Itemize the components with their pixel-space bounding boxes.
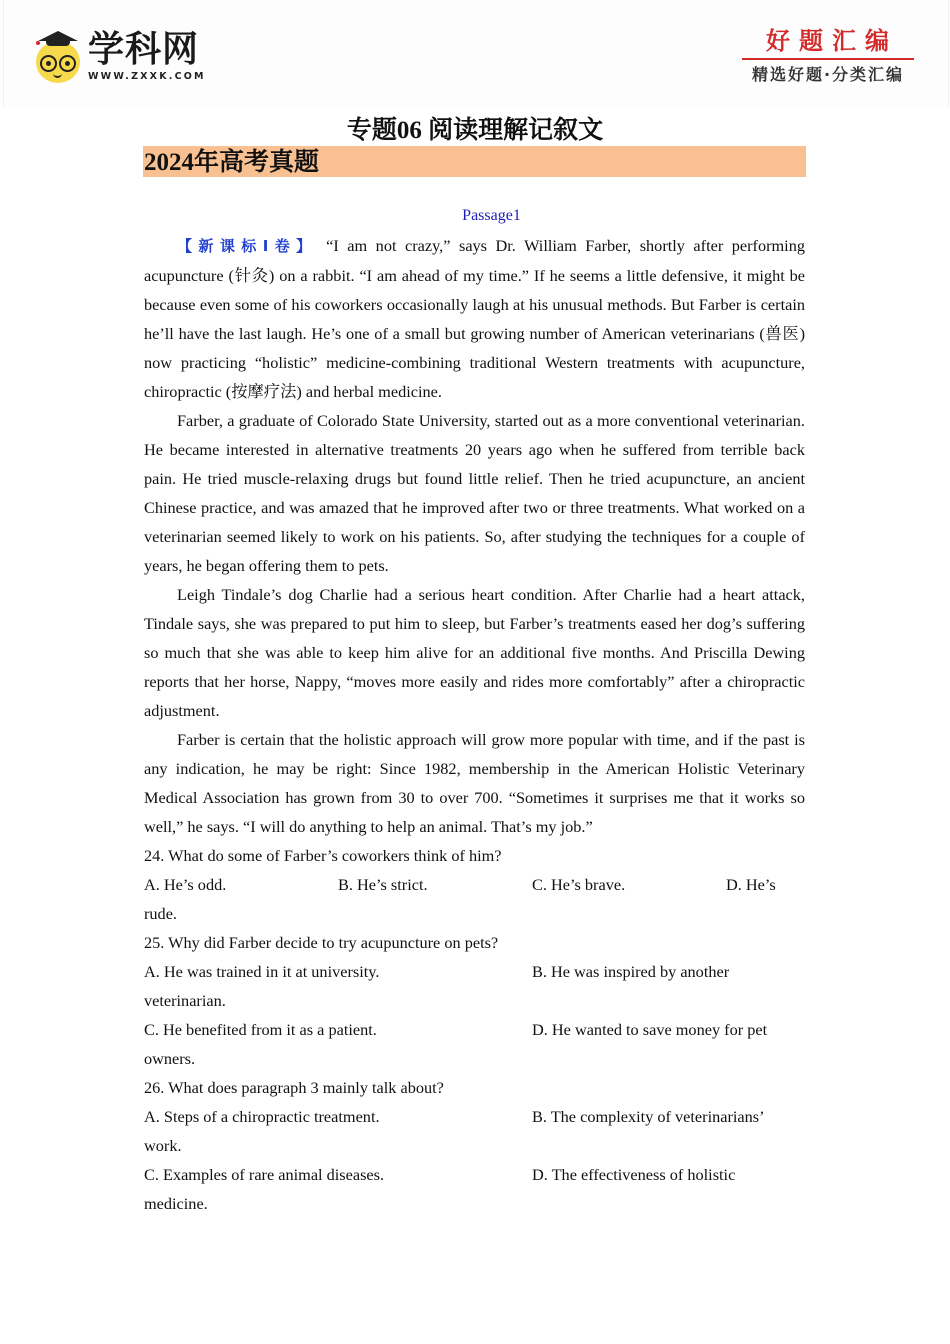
question-25-stem: 25. Why did Farber decide to try acupuncture on pets? [144, 933, 499, 952]
zxxk-logo [34, 26, 206, 86]
question-26-stem: 26. What does paragraph 3 mainly talk about? [144, 1078, 444, 1097]
question-25-options-cd [144, 1015, 805, 1044]
option-b-continued: veterinarian. [144, 991, 226, 1010]
question-26-options-ab [144, 1102, 805, 1131]
right-logo-title: 好题汇编 [766, 26, 898, 55]
section-heading: 2024年高考真题 [144, 149, 320, 176]
option-a: A. He’s odd. [144, 875, 227, 894]
option-a: A. He was trained in it at university. [144, 962, 380, 981]
option-b-continued: work. [144, 1136, 182, 1155]
paragraph-3: Leigh Tindale’s dog Charlie had a serious heart condition. After Charlie had a heart attack, Tindale says, she was prepared to put him to sleep, but Farber’s treatments eased her dog’s suffering so much that she was able to keep him alive for an additional five months. And Priscilla Dewing reports that her horse, Nappy, “moves more easily and rides more comfortably” after a chiropractic adjustment. [144, 585, 805, 720]
option-a: A. Steps of a chiropractic treatment. [144, 1107, 380, 1126]
passage-content [144, 231, 805, 1218]
document-title: 专题06 阅读理解记叙文 [346, 117, 604, 144]
paragraph-2: Farber, a graduate of Colorado State University, started out as a more conventional veterinarian. He became interested in alternative treatments 20 years ago when he suffered from terrible back pain. He tried muscle-relaxing drugs but found little relief. Then he tried acupuncture, an ancient Chinese practice, and was amazed that he improved after two or three treatments. What worked on a veterinarian seemed likely to work on his patients. So, after studying the techniques for a couple of years, he began offering them to pets. [144, 411, 805, 575]
question-24-options [144, 870, 805, 899]
source-tag: 【新课标Ⅰ卷】 [177, 237, 318, 255]
right-logo-divider [742, 58, 914, 60]
paragraph-1 [144, 231, 805, 406]
graduate-mascot-icon [34, 29, 82, 83]
option-c: C. Examples of rare animal diseases. [144, 1165, 385, 1184]
option-d: D. He wanted to save money for pet [532, 1020, 768, 1039]
question-26-options-cd [144, 1160, 805, 1189]
option-c: C. He benefited from it as a patient. [144, 1020, 377, 1039]
logo-url: WWW.ZXXK.COM [88, 70, 206, 82]
option-d: D. The effectiveness of holistic [532, 1165, 736, 1184]
page-header [3, 0, 949, 108]
logo-name: 学科网 [88, 28, 200, 70]
paragraph-text: “I am not crazy,” says Dr. William Farber, shortly after performing acupuncture (针灸) on a rabbit. “I am ahead of my time.” If he seems a little defensive, it might be because even some of his coworkers occasionally laugh at his unusual methods. But Farber is certain he’ll have the last laugh. He’s one of a small but growing number of American veterinarians (兽医) now practicing “holistic” medicine-combining traditional Western treatments with acupuncture, chiropractic (按摩疗法) and herbal medicine. [144, 236, 805, 401]
option-b: B. He’s strict. [338, 875, 428, 894]
passage-label: Passage1 [462, 207, 521, 224]
question-24-stem: 24. What do some of Farber’s coworkers think of him? [144, 846, 502, 865]
haoti-huibian-logo [742, 26, 914, 85]
section-heading-band [143, 146, 806, 177]
option-c: C. He’s brave. [532, 875, 626, 894]
option-b: B. The complexity of veterinarians’ [532, 1107, 765, 1126]
paragraph-4: Farber is certain that the holistic approach will grow more popular with time, and if the past is any indication, he may be right: Since 1982, membership in the American Holistic Veterinary Medical Association has grown from 30 to over 700. “Sometimes it surprises me that it works so well,” he says. “I will do anything to help an animal. That’s my job.” [144, 730, 805, 836]
option-d-continued: rude. [144, 904, 177, 923]
option-d: D. He’s [726, 875, 776, 894]
right-logo-subtitle: 精选好题·分类汇编 [751, 65, 905, 84]
question-25-options-ab [144, 957, 805, 986]
option-d-continued: medicine. [144, 1194, 208, 1213]
option-b: B. He was inspired by another [532, 962, 730, 981]
option-d-continued: owners. [144, 1049, 196, 1068]
